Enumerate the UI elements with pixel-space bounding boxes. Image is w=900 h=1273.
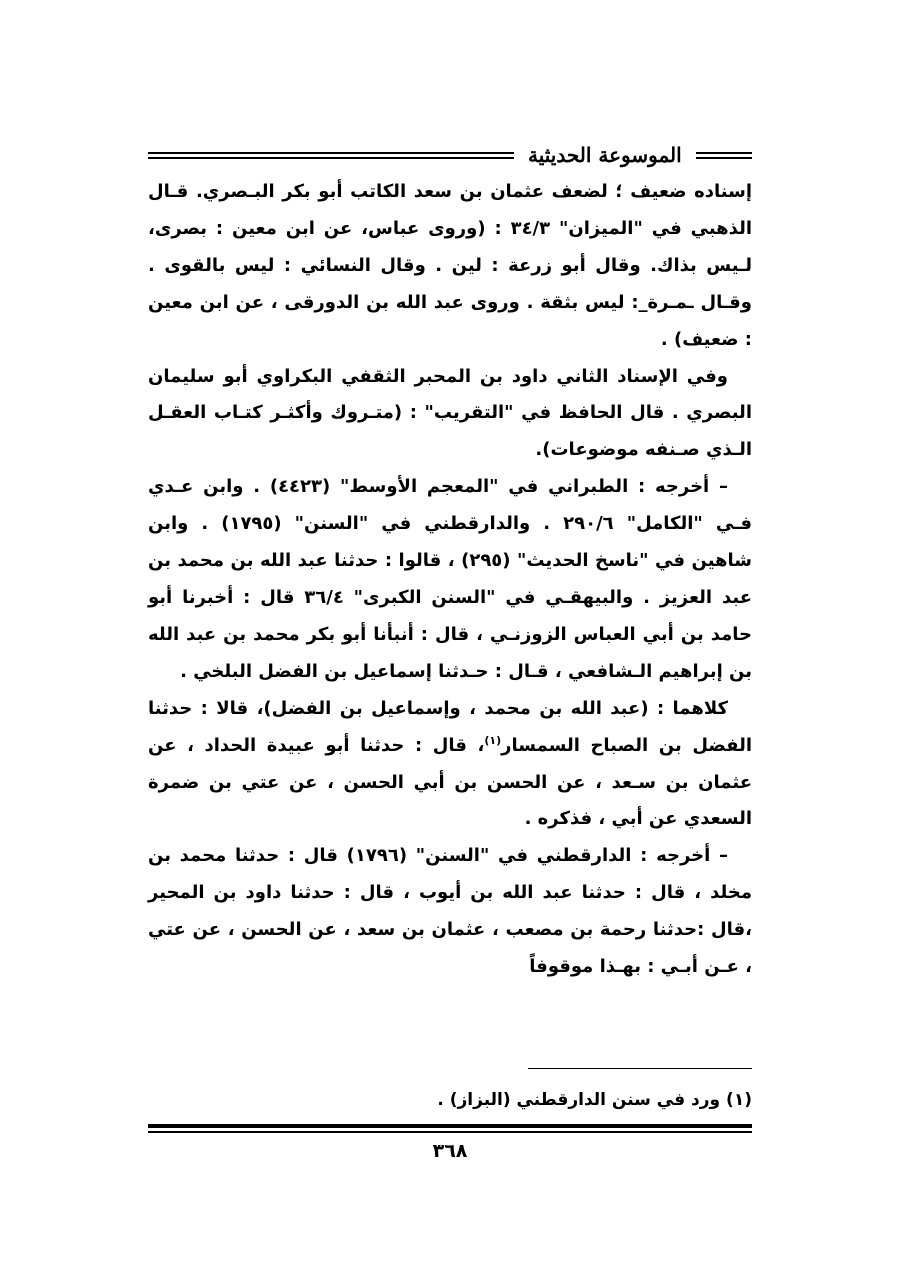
paragraph-1: [148, 174, 752, 359]
paragraph-1-text: ؛ لضعف عثمان بن سعد الكاتب أبو بكر البـصري. قـال الذهبي في "الميزان" ٣٤/٣ : (وروى عباس، عن ابن معين : بصرى، لـيس بذاك. وقال أبو زرعة : لين . وقال النسائي : ليس بالقوى . وقـال ـمـرة_: ليس بثقة . وروى عبد الله بن الدورقى ، عن ابن معين : ضعيف) .: [148, 181, 752, 350]
footnote-reference: (١): [484, 733, 502, 747]
footer-rule-thin: [148, 1131, 752, 1133]
paragraph-4: [148, 691, 752, 839]
paragraph-3: – أخرجه : الطبراني في "المعجم الأوسط" (٤٤٢٣) . وابن عـدي فـي "الكامل" ٢٩٠/٦ . والدارقطني في "السنن" (١٧٩٥) . وابن شاهين في "ناسخ الحديث" (٢٩٥) ، قالوا : حدثنا عبد الله بن محمد بن عبد العزيز . والبيهقـي في "السنن الكبرى" ٣٦/٤ قال : أخبرنا أبو حامد بن أبي العباس الزوزنـي ، قال : أنبأنا أبو بكر محمد بن عبد الله بن إبراهيم الـشافعي ، قـال : حـدثنا إسماعيل بن الفضل البلخي .: [148, 476, 753, 682]
footnote: (١) ورد في سنن الدارقطني (البزاز) .: [437, 1090, 752, 1110]
footnote-separator: [528, 1068, 752, 1069]
paragraph-5: – أخرجه : الدارقطني في "السنن" (١٧٩٦) قال : حدثنا محمد بن مخلد ، قال : حدثنا عبد الله بن أيوب ، قال : حدثنا داود بن المحير ،قال :حدثنا رحمة بن مصعب ، عثمان بن سعد ، عن الحسن ، عن عتي ، عـن أبـي : بهـذا موقوفاً: [148, 845, 752, 978]
paragraph-4-text-b: ، قال : حدثنا أبو عبيدة الحداد ، عن عثمان بن سـعد ، عن الحسن بن أبي الحسن ، عن عتي بن ضمرة السعدي عن أبي ، فذكره .: [148, 734, 752, 830]
paragraph-4-text-a: كلاهما : (عبد الله بن محمد ، وإسماعيل بن الفضل)، قالا : حدثنا الفضل بن الصباح السمسار: [148, 697, 752, 756]
page-header: [148, 140, 754, 170]
paragraph-2: وفي الإسناد الثاني داود بن المحبر الثقفي البكراوي أبو سليمان البصري . قال الحافظ في "التقريب" : (متـروك وأكثـر كتـاب العقـل الـذي صـنفه موضوعات).: [148, 365, 752, 461]
page-number: ٣٦٨: [432, 1140, 468, 1162]
header-double-rule-short: [696, 150, 752, 160]
main-text: [148, 174, 752, 986]
header-double-rule: [148, 150, 514, 160]
grading-label: إسناده ضعيف: [630, 181, 753, 202]
footer-rule-thick: [148, 1124, 752, 1128]
page-title: الموسوعة الحديثية: [528, 143, 682, 167]
